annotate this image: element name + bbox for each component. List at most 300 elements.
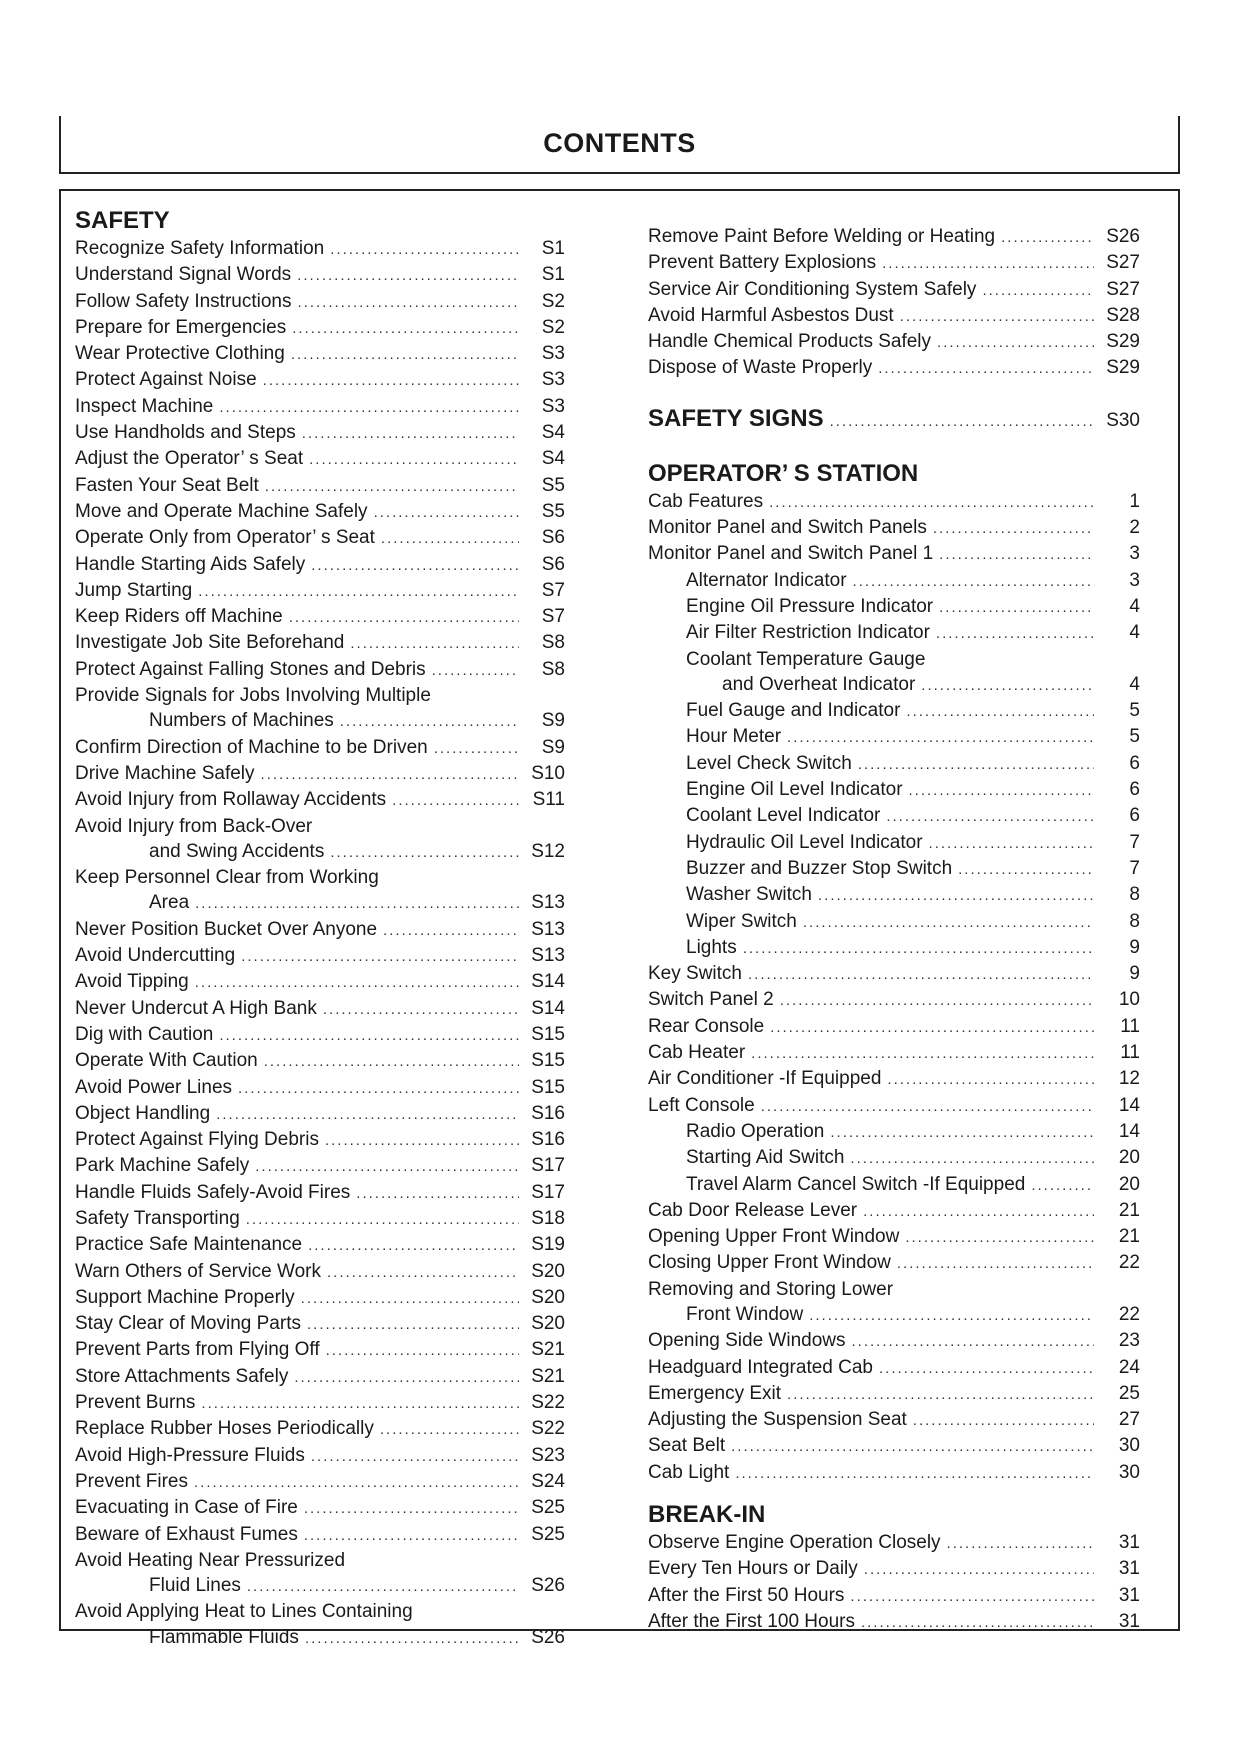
page-number: S20 [531,1286,565,1308]
dot-leader [340,709,519,734]
page-number: S8 [541,658,565,680]
page-number: 9 [1129,963,1140,985]
page-number: S30 [1106,409,1140,431]
toc-entry [648,1172,1140,1198]
toc-entry [75,1153,565,1179]
entry-title: Lights [686,936,737,958]
toc-entry [648,355,1140,381]
toc-entry [75,341,565,367]
dot-leader [297,263,519,288]
page-number: S18 [531,1207,565,1229]
entry-title: Keep Personnel Clear from Working [75,867,379,889]
page-number: S27 [1106,252,1140,274]
dot-leader [818,883,1094,908]
dot-leader [769,490,1094,515]
dot-leader [294,1365,519,1390]
page-number: S15 [531,1076,565,1098]
dot-leader [255,1154,519,1179]
entry-title: Coolant Level Indicator [686,805,881,827]
page-number: S21 [531,1365,565,1387]
entry-title: After the First 50 Hours [648,1584,845,1606]
dot-leader [432,658,519,683]
entry-title: Inspect Machine [75,395,214,417]
toc-entry [648,1381,1140,1407]
toc-entry [75,1206,565,1232]
page-number: S28 [1106,304,1140,326]
entry-title: Avoid Injury from Back-Over [75,815,313,837]
entry-title: Stay Clear of Moving Parts [75,1313,301,1335]
dot-leader [897,1251,1094,1276]
entry-title: Flammable Fluids [149,1626,299,1648]
toc-entry [75,814,565,839]
toc-entry [75,1599,565,1624]
entry-title: Front Window [686,1303,804,1325]
toc-entry [648,856,1140,882]
dot-leader [861,1610,1094,1635]
page-number: S29 [1106,357,1140,379]
toc-entry [75,1443,565,1469]
dot-leader [748,962,1094,987]
dot-leader [787,725,1094,750]
entry-title: and Overheat Indicator [722,673,916,695]
operators-station-entry-list [648,489,1140,1486]
toc-entry [648,724,1140,750]
entry-title: Every Ten Hours or Daily [648,1558,858,1580]
page-number: S3 [541,369,565,391]
dot-leader [304,1496,519,1521]
page-number: 8 [1129,910,1140,932]
page-number: S24 [531,1470,565,1492]
dot-leader [913,1408,1094,1433]
toc-entry [75,394,565,420]
toc-entry [648,1556,1140,1582]
dot-leader [198,579,519,604]
toc-entry [75,1101,565,1127]
entry-title: Radio Operation [686,1120,825,1142]
dot-leader [194,1470,519,1495]
right-column [648,224,1140,1635]
toc-entry [648,329,1140,355]
contents-header-frame [59,116,1180,174]
dot-leader [809,1303,1094,1328]
toc-entry [648,1198,1140,1224]
section-heading-safety-signs [648,404,1140,437]
entry-title: Never Undercut A High Bank [75,997,317,1019]
entry-title: Avoid Heating Near Pressurized [75,1549,346,1571]
toc-entry [648,803,1140,829]
entry-title: After the First 100 Hours [648,1610,855,1632]
toc-entry [648,594,1140,620]
dot-leader [246,1207,519,1232]
dot-leader [330,840,519,865]
toc-entry [648,909,1140,935]
dot-leader [311,553,519,578]
page-number: 31 [1118,1610,1140,1632]
toc-entry [648,987,1140,1013]
dot-leader [305,1626,519,1651]
entry-title: Fasten Your Seat Belt [75,474,259,496]
dot-leader [381,526,519,551]
toc-entry [648,882,1140,908]
entry-title: Engine Oil Pressure Indicator [686,595,934,617]
page-title: CONTENTS [543,128,696,158]
toc-entry [648,1145,1140,1171]
dot-leader [219,395,519,420]
toc-entry [75,1285,565,1311]
toc-entry [75,1548,565,1573]
dot-leader [201,1391,519,1416]
toc-entry [75,917,565,943]
entry-title: Numbers of Machines [149,710,334,732]
page-number: S22 [531,1392,565,1414]
page-number: S22 [531,1418,565,1440]
toc-entry [75,787,565,813]
page-number: 6 [1129,752,1140,774]
toc-entry [75,1469,565,1495]
toc-entry [648,698,1140,724]
dot-leader [302,421,519,446]
toc-entry [75,1390,565,1416]
page-number: S6 [541,527,565,549]
entry-title: Coolant Temperature Gauge [686,648,926,670]
entry-title: Handle Fluids Safely-Avoid Fires [75,1181,351,1203]
dot-leader [308,1233,519,1258]
toc-entry [648,303,1140,329]
dot-leader [939,542,1094,567]
toc-entry [75,1048,565,1074]
toc-entry [75,473,565,499]
toc-entry [648,1609,1140,1635]
page-number: S27 [1106,278,1140,300]
toc-entry [648,1014,1140,1040]
toc-entry [75,262,565,288]
dot-leader [307,1312,519,1337]
entry-title: Cab Light [648,1461,730,1483]
entry-title: Store Attachments Safely [75,1365,289,1387]
toc-entry [75,1022,565,1048]
page-number: S3 [541,343,565,365]
toc-entry [75,236,565,262]
entry-title: Monitor Panel and Switch Panel 1 [648,543,934,565]
toc-entry [75,420,565,446]
dot-leader [304,1523,519,1548]
toc-entry [648,515,1140,541]
dot-leader [850,1146,1094,1171]
entry-title: Support Machine Properly [75,1286,295,1308]
toc-entry [75,1337,565,1363]
page-number: 31 [1118,1558,1140,1580]
page-number: S19 [531,1234,565,1256]
entry-title: Starting Aid Switch [686,1147,845,1169]
page-number: 20 [1118,1173,1140,1195]
page-number: 5 [1129,700,1140,722]
toc-entry [648,1355,1140,1381]
toc-entry [75,578,565,604]
toc-entry [75,865,565,890]
toc-entry [75,839,565,865]
page-number: 31 [1118,1532,1140,1554]
heading-title: SAFETY SIGNS [648,404,824,432]
page-number: 27 [1118,1409,1140,1431]
dot-leader [247,1574,519,1599]
page-number: S26 [531,1626,565,1648]
entry-title: Key Switch [648,963,742,985]
dot-leader [731,1434,1094,1459]
entry-title: Cab Heater [648,1042,746,1064]
dot-leader [770,1015,1094,1040]
toc-entry [648,1250,1140,1276]
entry-title: Avoid High-Pressure Fluids [75,1444,305,1466]
page-number: S17 [531,1181,565,1203]
page-number: 1 [1129,490,1140,512]
dot-leader [374,500,519,525]
page-number: S2 [541,316,565,338]
page-number: 4 [1129,673,1140,695]
dot-leader [356,1181,519,1206]
dot-leader [1001,225,1094,250]
entry-title: Service Air Conditioning System Safely [648,278,977,300]
toc-entry [648,1460,1140,1486]
toc-entry [648,1093,1140,1119]
toc-entry [648,1530,1140,1556]
page-number: S11 [532,789,565,811]
entry-title: Rear Console [648,1015,765,1037]
page-number: S12 [531,840,565,862]
entry-title: Switch Panel 2 [648,989,774,1011]
toc-entry [648,224,1140,250]
entry-title: Dig with Caution [75,1023,214,1045]
dot-leader [292,316,519,341]
dot-leader [325,1128,519,1153]
dot-leader [265,474,519,499]
entry-title: Move and Operate Machine Safely [75,500,368,522]
toc-entry [648,1583,1140,1609]
toc-entry [648,1407,1140,1433]
page-number: 3 [1129,569,1140,591]
dot-leader [238,1076,519,1101]
toc-entry [648,250,1140,276]
dot-leader [864,1557,1094,1582]
entry-title: Opening Side Windows [648,1330,846,1352]
dot-leader [216,1102,519,1127]
page-number: 2 [1129,517,1140,539]
page-number: S20 [531,1313,565,1335]
entry-title: Wiper Switch [686,910,797,932]
entry-title: Avoid Applying Heat to Lines Containing [75,1601,413,1623]
entry-title: Left Console [648,1094,755,1116]
entry-title: Confirm Direction of Machine to be Driven [75,736,428,758]
entry-title: Follow Safety Instructions [75,290,292,312]
toc-entry [75,943,565,969]
dot-leader [219,1023,519,1048]
entry-title: Air Filter Restriction Indicator [686,622,930,644]
entry-title: Investigate Job Site Beforehand [75,632,345,654]
toc-entry [75,315,565,341]
toc-entry [75,1573,565,1599]
entry-title: Removing and Storing Lower [648,1278,894,1300]
entry-title: Replace Rubber Hoses Periodically [75,1418,374,1440]
toc-entry [75,996,565,1022]
dot-leader [326,1338,519,1363]
page-number: S7 [541,579,565,601]
page-number: S25 [531,1497,565,1519]
toc-entry [75,499,565,525]
dot-leader [830,1120,1094,1145]
dot-leader [882,251,1094,276]
page-number: 9 [1129,936,1140,958]
toc-entry [648,1066,1140,1092]
toc-entry [648,1433,1140,1459]
page-number: S5 [541,500,565,522]
toc-entry [75,1259,565,1285]
page-number: S2 [541,290,565,312]
entry-title: Avoid Undercutting [75,945,236,967]
page-number: S4 [541,448,565,470]
dot-leader [1031,1173,1094,1198]
dot-leader [858,752,1094,777]
entry-title: Warn Others of Service Work [75,1260,322,1282]
dot-leader [939,595,1094,620]
dot-leader [921,673,1094,698]
page-number: S26 [531,1575,565,1597]
page-number: S16 [531,1102,565,1124]
dot-leader [909,778,1094,803]
dot-leader [380,1417,519,1442]
entry-title: Park Machine Safely [75,1155,250,1177]
entry-title: Adjusting the Suspension Seat [648,1409,907,1431]
entry-title: Drive Machine Safely [75,762,255,784]
toc-entry [75,683,565,708]
page-number: 23 [1118,1330,1140,1352]
page-number: S14 [531,971,565,993]
toc-entry [648,1277,1140,1302]
entry-title: Level Check Switch [686,752,852,774]
dot-leader [886,804,1094,829]
entry-title: Recognize Safety Information [75,238,325,259]
page-number: S4 [541,422,565,444]
entry-title: Evacuating in Case of Fire [75,1497,298,1519]
entry-title: Adjust the Operator’ s Seat [75,448,304,470]
dot-leader [330,237,519,262]
entry-title: Handle Chemical Products Safely [648,331,932,353]
entry-title: Emergency Exit [648,1382,782,1404]
dot-leader [905,1225,1094,1250]
entry-title: Hydraulic Oil Level Indicator [686,831,923,853]
toc-entry [75,630,565,656]
entry-title: Avoid Injury from Rollaway Accidents [75,789,387,811]
dot-leader [297,290,519,315]
page-number: 20 [1118,1147,1140,1169]
entry-title: Dispose of Waste Properly [648,357,873,379]
page-number: S17 [531,1155,565,1177]
page-number: 21 [1118,1199,1140,1221]
toc-entry [648,277,1140,303]
page-number: 7 [1129,831,1140,853]
dot-leader [350,631,519,656]
page-number: 22 [1118,1252,1140,1274]
toc-entry [75,604,565,630]
entry-title: Practice Safe Maintenance [75,1234,303,1256]
toc-entry [648,541,1140,567]
page-number: 30 [1118,1461,1140,1483]
entry-title: Safety Transporting [75,1207,240,1229]
toc-entry [75,289,565,315]
entry-title: Headguard Integrated Cab [648,1356,873,1378]
dot-leader [263,368,519,393]
entry-title: Air Conditioner -If Equipped [648,1068,882,1090]
dot-leader [780,988,1094,1013]
toc-entry [75,969,565,995]
page-number: S29 [1106,331,1140,353]
entry-title: Fuel Gauge and Indicator [686,700,901,722]
entry-title: Handle Starting Aids Safely [75,553,306,575]
toc-entry [648,751,1140,777]
dot-leader [850,1584,1094,1609]
toc-entry [648,1302,1140,1328]
entry-title: Prevent Battery Explosions [648,252,877,274]
toc-entry [75,552,565,578]
toc-entry [648,568,1140,594]
page-number: S13 [531,892,565,914]
page-number: 12 [1118,1068,1140,1090]
toc-entry [75,1495,565,1521]
dot-leader [937,330,1094,355]
toc-entry [648,1119,1140,1145]
page-number: 4 [1129,595,1140,617]
dot-leader [264,1049,519,1074]
entry-title: Avoid Harmful Asbestos Dust [648,304,894,326]
dot-leader [982,278,1094,303]
page-number: 30 [1118,1435,1140,1457]
dot-leader [947,1531,1094,1556]
entry-title: Prevent Fires [75,1470,188,1492]
entry-title: Closing Upper Front Window [648,1252,891,1274]
dot-leader [392,788,519,813]
toc-entry [75,708,565,734]
entry-title: Operate With Caution [75,1050,258,1072]
dot-leader [803,910,1094,935]
entry-title: Prevent Burns [75,1392,196,1414]
entry-title: Hour Meter [686,726,782,748]
section-heading-operators-station: OPERATOR’ S STATION [648,459,919,487]
page-number: S25 [531,1523,565,1545]
safety-continued-list [648,224,1140,382]
page-number: S7 [541,606,565,628]
page-number: S13 [531,945,565,967]
entry-title: Beware of Exhaust Fumes [75,1523,298,1545]
page-number: S26 [1106,226,1140,247]
entry-title: Prevent Parts from Flying Off [75,1339,320,1361]
entry-title: Fluid Lines [149,1575,241,1597]
toc-entry [75,1180,565,1206]
toc-entry [75,525,565,551]
entry-title: Cab Features [648,490,764,512]
page-number: 21 [1118,1226,1140,1248]
page-number: 14 [1118,1094,1140,1116]
entry-title: Wear Protective Clothing [75,343,285,365]
entry-title: Buzzer and Buzzer Stop Switch [686,857,953,879]
dot-leader [863,1199,1094,1224]
page-number: 6 [1129,779,1140,801]
toc-entry [648,620,1140,646]
entry-title: Operate Only from Operator’ s Seat [75,527,375,549]
page-number: S14 [531,997,565,1019]
entry-title: Opening Upper Front Window [648,1226,900,1248]
entry-title: Seat Belt [648,1435,726,1457]
dot-leader [878,356,1094,381]
toc-entry [75,1311,565,1337]
break-in-entry-list [648,1530,1140,1635]
